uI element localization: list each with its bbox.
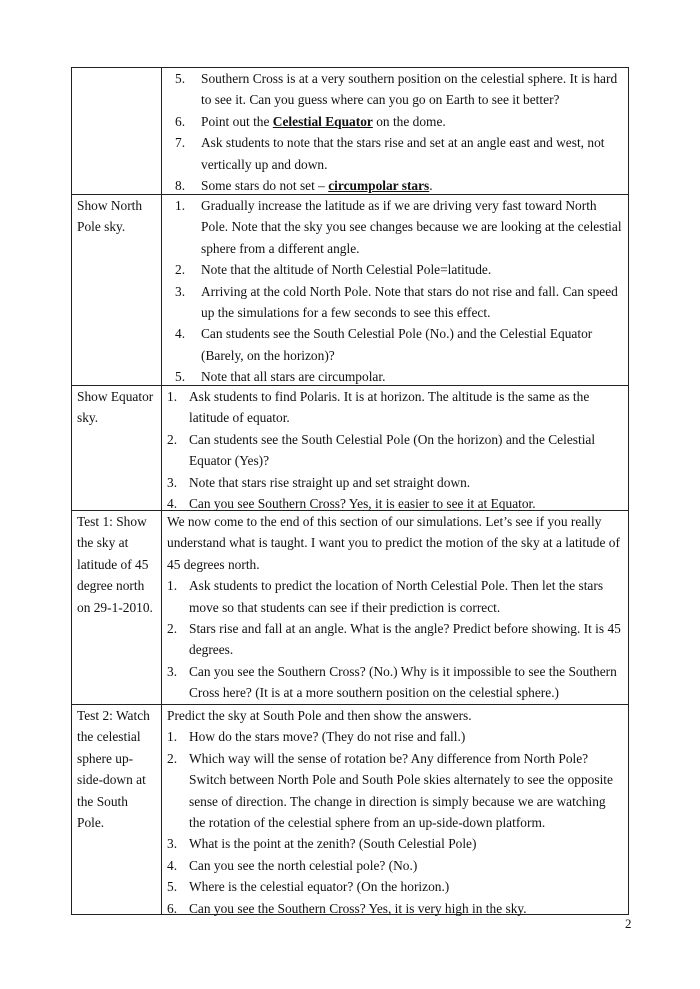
item-text: Which way will the sense of rotation be? Any difference from North Pole? Switch between North Pole and South Pole skies alternately to see the opposite sense of direction. The change in direction is simply because we are watching the rotation of the celestial sphere from an up-side-down platform. (189, 750, 613, 831)
item-text: How do the stars move? (They do not rise and fall.) (189, 729, 466, 745)
item-text-post: . (429, 178, 433, 194)
item-text-post: on the dome. (372, 113, 446, 129)
item-text: Can you see the Southern Cross? Yes, it is very high in the sky. (189, 900, 527, 916)
item-text: Can you see Southern Cross? Yes, it is easier to see it at Equator. (189, 496, 536, 512)
item-text: Stars rise and fall at an angle. What is the angle? Predict before showing. It is 45 degrees. (189, 621, 621, 658)
item-text: Note that stars rise straight up and set straight down. (189, 474, 471, 490)
item-number: 6. (175, 113, 186, 129)
list-item (167, 833, 624, 854)
row-label: Show Equator sky. (72, 386, 162, 510)
item-text: Can students see the South Celestial Pole (On the horizon) and the Celestial Equator (Yes)? (189, 431, 596, 469)
list-item (167, 366, 624, 387)
item-number: 7. (175, 135, 186, 151)
item-number: 1. (175, 198, 186, 213)
list-item (167, 175, 624, 196)
item-number: 2. (167, 621, 178, 637)
table-row (72, 704, 628, 914)
item-number: 5. (175, 71, 186, 86)
item-number: 1. (167, 578, 178, 594)
item-text: Ask students to find Polaris. It is at horizon. The altitude is the same as the latitude of equator. (189, 389, 590, 426)
item-text: Can you see the north celestial pole? (No.) (189, 857, 418, 873)
list-item (167, 111, 624, 132)
table-row (72, 68, 628, 194)
item-number: 6. (167, 900, 178, 916)
item-number: 2. (167, 750, 178, 766)
item-number: 1. (167, 729, 178, 745)
list-item (167, 259, 624, 280)
list-item (167, 323, 624, 366)
intro-paragraph: Predict the sky at South Pole and then show the answers. (167, 708, 472, 723)
list-item (167, 281, 624, 324)
table-row (72, 194, 628, 385)
list-item (167, 68, 624, 111)
item-text: Note that all stars are circumpolar. (201, 369, 386, 385)
item-text-pre: Some stars do not set – (201, 178, 329, 194)
term-circumpolar-stars: circumpolar stars (328, 178, 430, 194)
list-item (167, 748, 624, 834)
item-text: Southern Cross is at a very southern position on the celestial sphere. It is hard to see it. Can you guess where can you go on Earth to see it better? (201, 71, 618, 108)
row-content (162, 511, 628, 704)
item-text: Ask students to note that the stars rise and set at an angle east and west, not vertically up and down. (201, 135, 605, 172)
item-number: 4. (175, 326, 186, 342)
row-content (162, 705, 628, 914)
item-text: Can you see the Southern Cross? (No.) Why is it impossible to see the Southern Cross here? (It is at a more southern position on the celestial sphere.) (189, 663, 617, 701)
row-content (162, 195, 628, 385)
item-text-pre: Point out the (201, 113, 273, 129)
lesson-table (71, 67, 629, 915)
list-item (167, 618, 624, 661)
table-row (72, 385, 628, 510)
row-content (162, 386, 628, 510)
list-item (167, 195, 624, 259)
list-item (167, 876, 624, 897)
list-item (167, 855, 624, 876)
item-number: 4. (167, 496, 178, 512)
item-text: Can students see the South Celestial Pole (No.) and the Celestial Equator (Barely, on the horizon)? (201, 326, 593, 363)
row-label: Test 1: Show the sky at latitude of 45 degree north on 29-1-2010. (72, 511, 162, 704)
row-label (72, 68, 162, 194)
item-number: 5. (167, 879, 178, 895)
term-celestial-equator: Celestial Equator (272, 113, 373, 129)
row-label: Show North Pole sky. (72, 195, 162, 385)
item-text: Note that the altitude of North Celestial Pole=latitude. (201, 262, 492, 278)
row-label: Test 2: Watch the celestial sphere up-side-down at the South Pole. (72, 705, 162, 914)
item-text: Gradually increase the latitude as if we are driving very fast toward North Pole. Note that the sky you see changes because we are looking at the celestial sphere from a different angle. (201, 198, 622, 256)
item-text: What is the point at the zenith? (South Celestial Pole) (189, 836, 477, 852)
list-item (167, 472, 624, 493)
item-number: 5. (175, 369, 186, 385)
table-row (72, 510, 628, 704)
item-number: 3. (167, 663, 178, 679)
item-number: 2. (167, 431, 178, 447)
list-item (167, 726, 624, 747)
item-number: 4. (167, 857, 178, 873)
list-item (167, 429, 624, 472)
intro-paragraph: We now come to the end of this section of our simulations. Let’s see if you really understand what is taught. I want you to predict the motion of the sky at a latitude of 45 degrees north. (167, 514, 620, 572)
item-number: 3. (167, 474, 178, 490)
list-item (167, 575, 624, 618)
item-number: 8. (175, 178, 186, 194)
item-number: 1. (167, 389, 178, 404)
item-number: 3. (175, 283, 186, 299)
item-text (201, 175, 624, 196)
item-text: Ask students to predict the location of North Celestial Pole. Then let the stars move so that students can see if their prediction is correct. (189, 578, 604, 615)
item-text: Arriving at the cold North Pole. Note that stars do not rise and fall. Can speed up the simulations for a few seconds to see this effect. (201, 283, 618, 321)
item-text (201, 111, 624, 132)
list-item (167, 898, 624, 919)
list-item (167, 132, 624, 175)
list-item (167, 386, 624, 429)
item-number: 3. (167, 836, 178, 852)
row-content (162, 68, 628, 194)
item-number: 2. (175, 262, 186, 278)
item-text: Where is the celestial equator? (On the horizon.) (189, 879, 450, 895)
list-item (167, 661, 624, 704)
page-number: 2 (625, 916, 632, 931)
